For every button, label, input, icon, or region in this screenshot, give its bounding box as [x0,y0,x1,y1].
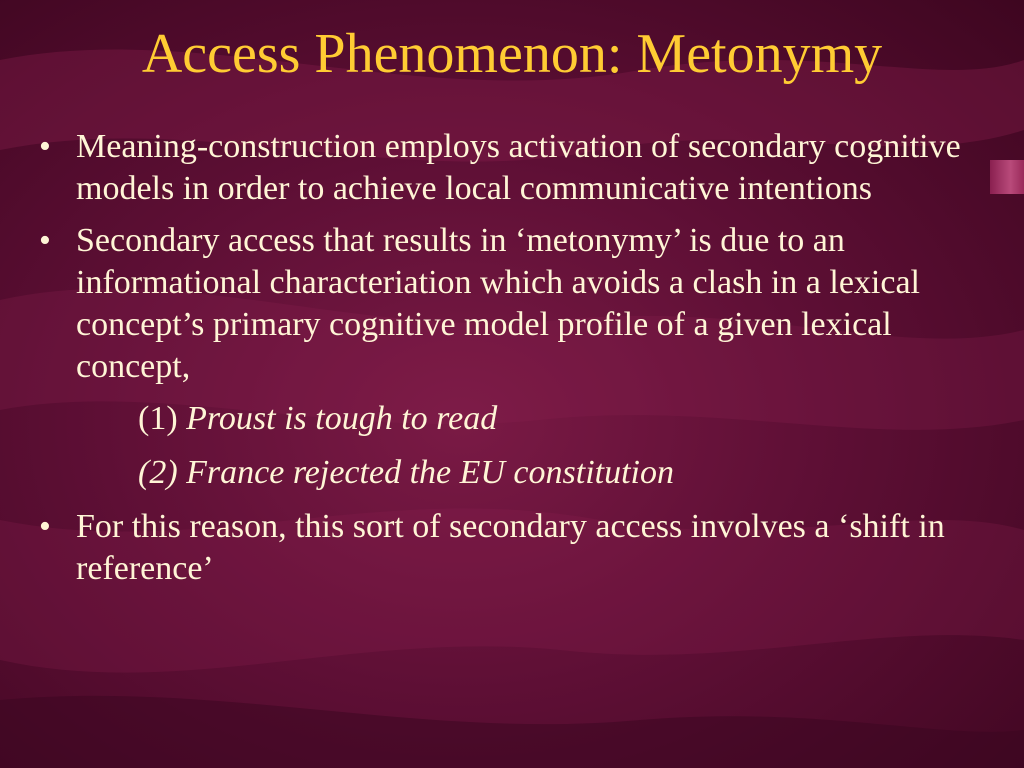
bullet-item [30,506,990,590]
slide-title: Access Phenomenon: Metonymy [141,23,883,85]
example-item [30,452,990,494]
example-text: Proust is tough to read [186,400,498,437]
decorative-edge-tab [990,160,1024,194]
example-text: France rejected the EU constitution [186,454,674,491]
bullet-item [30,126,990,210]
bullet-icon: • [39,222,51,259]
bullet-text: Secondary access that results in ‘metonymy’ is due to an informational characteriation which avoids a clash in a lexical concept’s primary cognitive model profile of a given lexical concept, [76,222,920,385]
bullet-text: For this reason, this sort of secondary access involves a ‘shift in reference’ [76,508,945,587]
slide-content [30,126,990,600]
bullet-text: Meaning-construction employs activation of secondary cognitive models in order to achieve local communicative intentions [76,128,961,207]
example-number: (1) [138,400,187,437]
example-number: (2) [138,454,187,491]
bullet-icon: • [39,128,51,165]
bullet-icon: • [39,508,51,545]
bullet-item [30,220,990,388]
example-item [30,398,990,440]
